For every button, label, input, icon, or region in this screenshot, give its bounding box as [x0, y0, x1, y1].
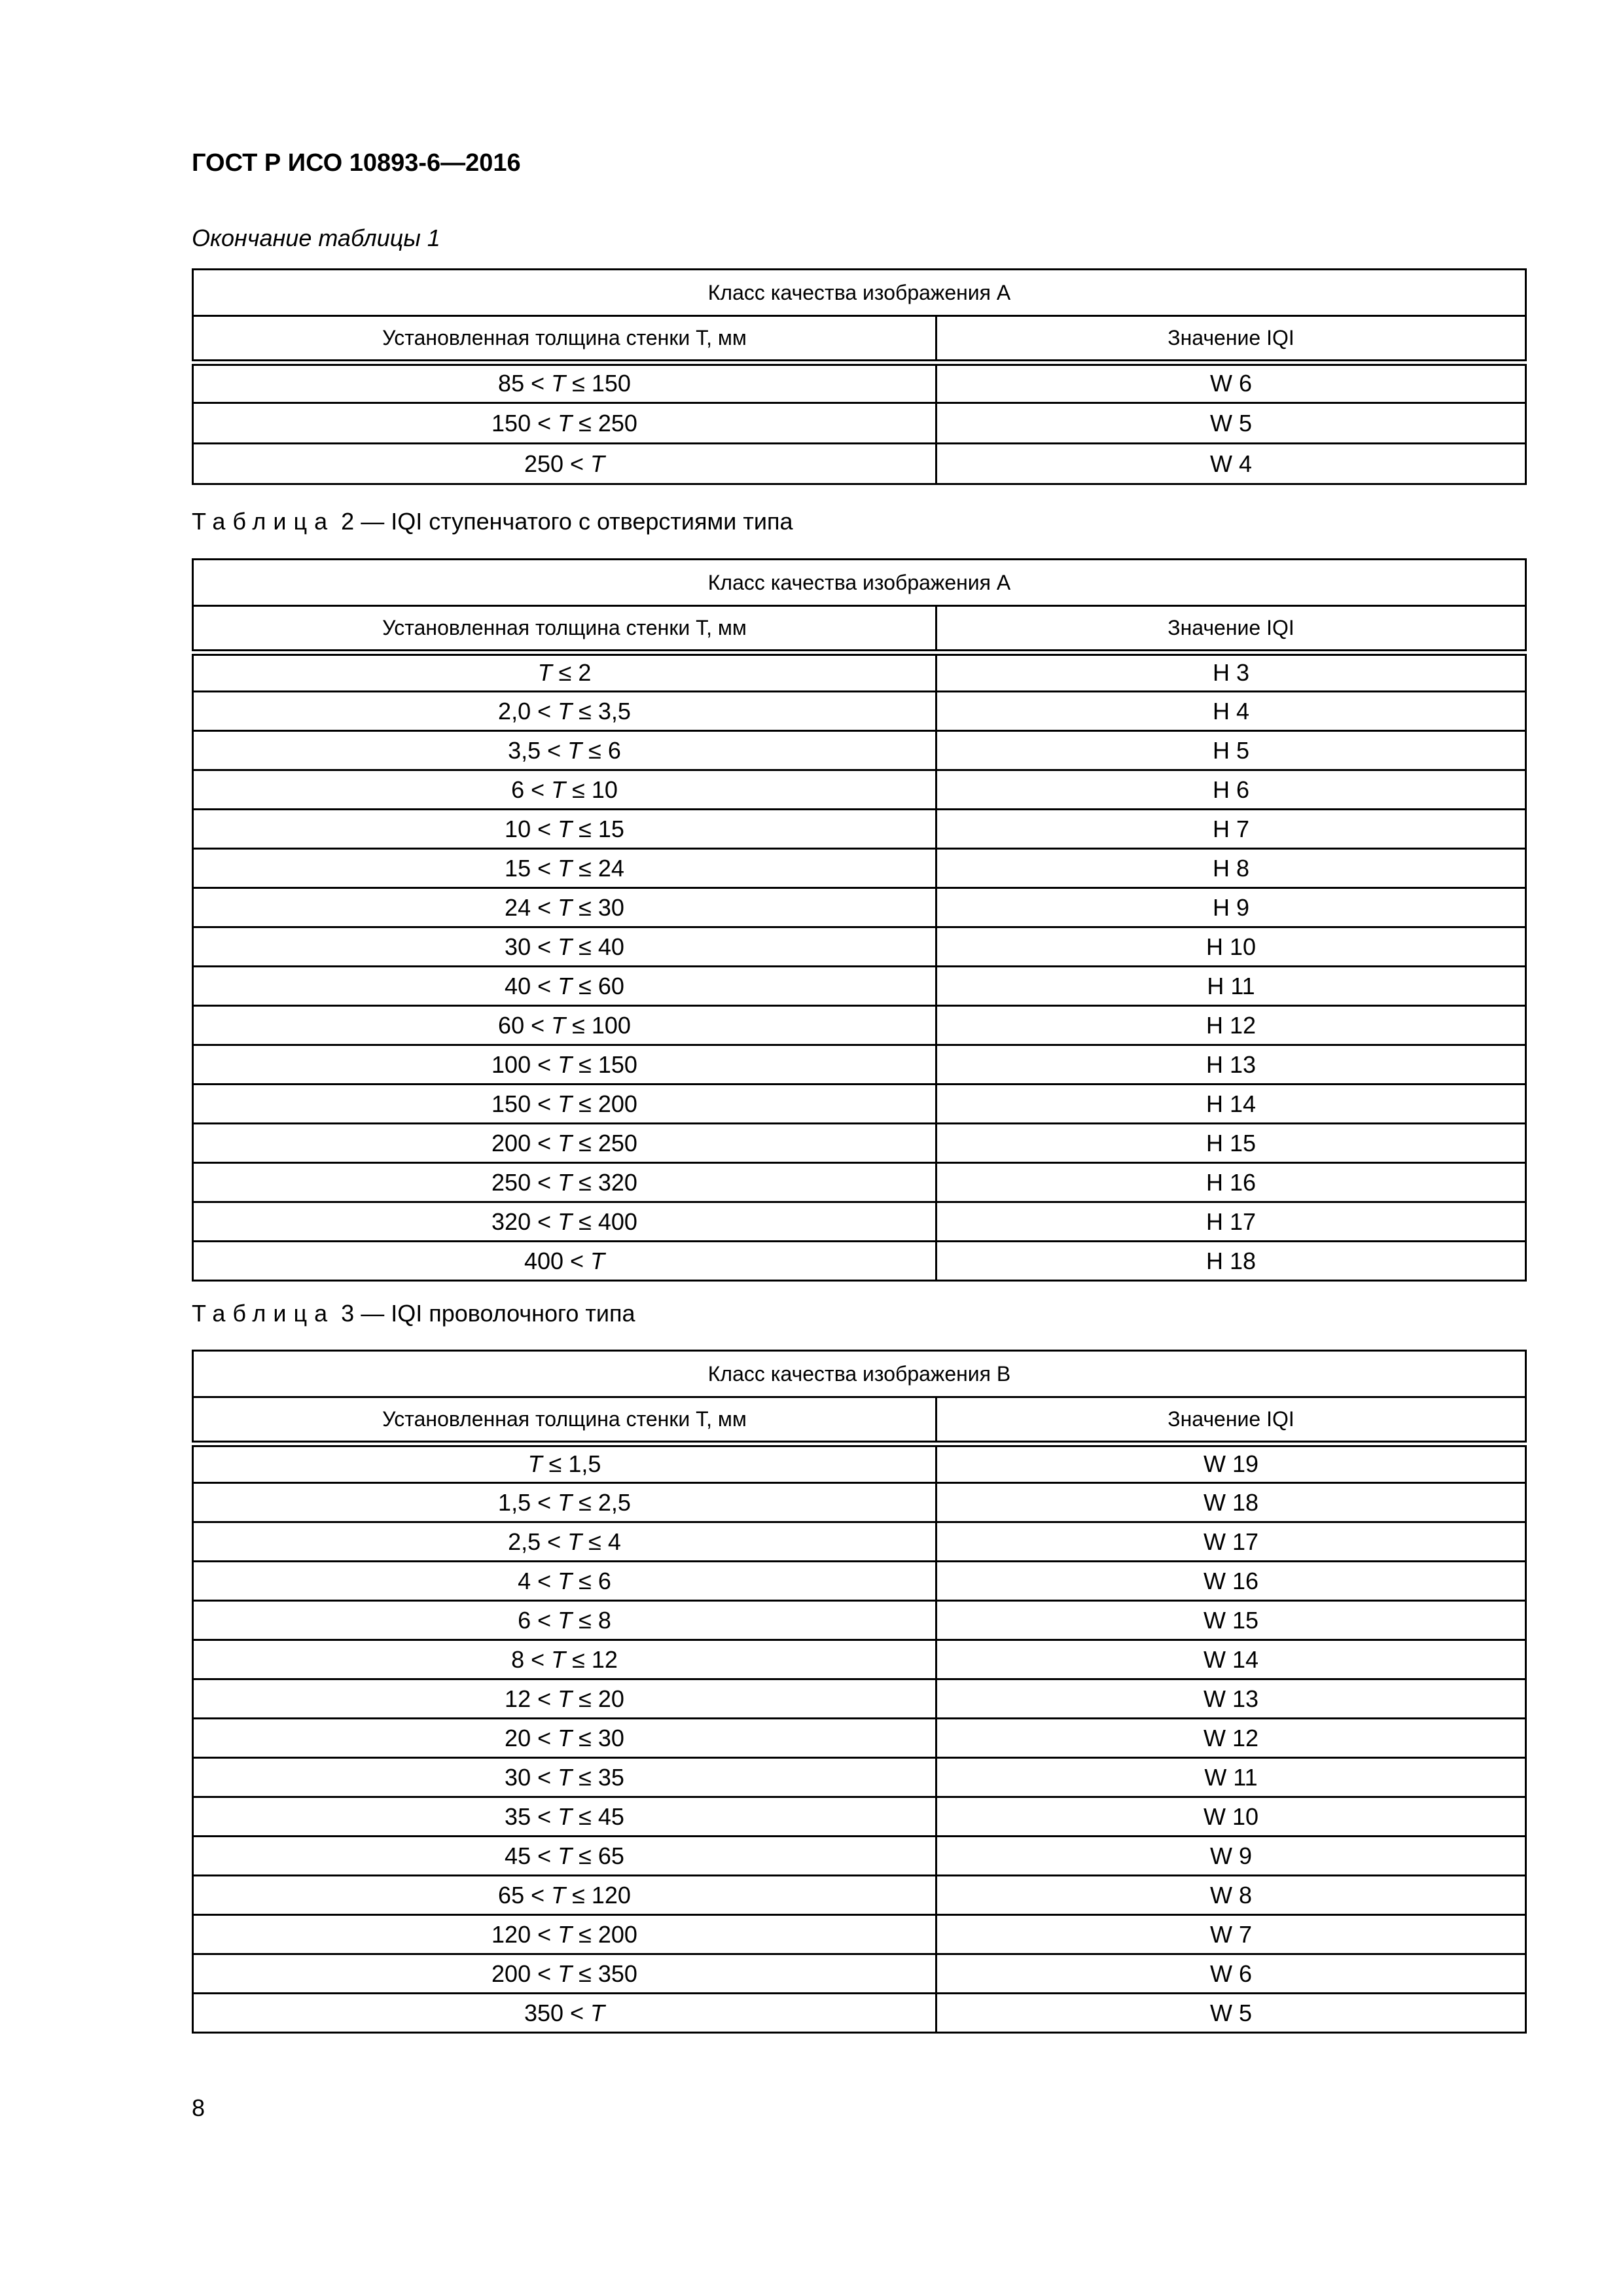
table1-col-iqi: Значение IQI	[936, 316, 1526, 363]
table3-caption-text: 3 — IQI проволочного типа	[341, 1300, 635, 1327]
table-row	[193, 1915, 1526, 1954]
table-row	[193, 1444, 1526, 1483]
table2-thickness-cell: 320 < T ≤ 400	[193, 1202, 936, 1242]
table3-caption	[192, 1300, 635, 1327]
table-row	[193, 849, 1526, 888]
table2-iqi-cell: H 18	[936, 1242, 1526, 1281]
table2-iqi-cell: H 9	[936, 888, 1526, 927]
table-row	[193, 1202, 1526, 1242]
table3-thickness-cell: 2,5 < T ≤ 4	[193, 1522, 936, 1562]
table2-iqi-cell: H 13	[936, 1045, 1526, 1085]
table3-iqi-cell: W 15	[936, 1601, 1526, 1640]
table2-thickness-cell: 150 < T ≤ 200	[193, 1085, 936, 1124]
table-row	[193, 1483, 1526, 1522]
table2-iqi-cell: H 4	[936, 692, 1526, 731]
table-row	[193, 927, 1526, 967]
table2-thickness-cell: 10 < T ≤ 15	[193, 810, 936, 849]
table3-iqi-cell: W 13	[936, 1679, 1526, 1719]
table2-caption-label: Таблица	[192, 508, 335, 535]
table2-class-title: Класс качества изображения A	[193, 560, 1526, 606]
table3-caption-label: Таблица	[192, 1300, 335, 1327]
table1-caption: Окончание таблицы 1	[192, 224, 440, 251]
table-row	[193, 1837, 1526, 1876]
table1-thickness-cell: 85 < T ≤ 150	[193, 363, 936, 403]
table-row	[193, 1876, 1526, 1915]
table2-thickness-cell: T ≤ 2	[193, 653, 936, 692]
table-row	[193, 1719, 1526, 1758]
table1-iqi-cell: W 4	[936, 444, 1526, 484]
table3-iqi-cell: W 9	[936, 1837, 1526, 1876]
table2-iqi-cell: H 7	[936, 810, 1526, 849]
table-row	[193, 1163, 1526, 1202]
table2-iqi-cell: H 5	[936, 731, 1526, 770]
table3-iqi-cell: W 12	[936, 1719, 1526, 1758]
table3-col-thickness: Установленная толщина стенки T, мм	[193, 1397, 936, 1444]
table3-thickness-cell: 6 < T ≤ 8	[193, 1601, 936, 1640]
table3-thickness-cell: 30 < T ≤ 35	[193, 1758, 936, 1797]
table-row	[193, 810, 1526, 849]
table3-thickness-cell: 12 < T ≤ 20	[193, 1679, 936, 1719]
page-number: 8	[192, 2094, 205, 2121]
table2-iqi-cell: H 10	[936, 927, 1526, 967]
table2-caption-text: 2 — IQI ступенчатого с отверстиями типа	[341, 508, 793, 535]
table-row	[193, 1994, 1526, 2033]
table3-thickness-cell: 120 < T ≤ 200	[193, 1915, 936, 1954]
table-row	[193, 770, 1526, 810]
table-row	[193, 1562, 1526, 1601]
table1-class-title: Класс качества изображения A	[193, 270, 1526, 316]
table3-thickness-cell: T ≤ 1,5	[193, 1444, 936, 1483]
table2-thickness-cell: 100 < T ≤ 150	[193, 1045, 936, 1085]
table1-iqi-cell: W 6	[936, 363, 1526, 403]
table3-thickness-cell: 200 < T ≤ 350	[193, 1954, 936, 1994]
table2-iqi-cell: H 6	[936, 770, 1526, 810]
table-row	[193, 1601, 1526, 1640]
table-row	[193, 1242, 1526, 1281]
table-row	[193, 403, 1526, 444]
table-row	[193, 692, 1526, 731]
table1-thickness-cell: 250 < T	[193, 444, 936, 484]
table3-iqi-cell: W 5	[936, 1994, 1526, 2033]
table3-iqi-cell: W 14	[936, 1640, 1526, 1679]
table-row	[193, 1797, 1526, 1837]
table-row	[193, 888, 1526, 927]
table2-thickness-cell: 400 < T	[193, 1242, 936, 1281]
table-row	[193, 363, 1526, 403]
table2-thickness-cell: 3,5 < T ≤ 6	[193, 731, 936, 770]
table3-col-iqi: Значение IQI	[936, 1397, 1526, 1444]
table2-col-iqi: Значение IQI	[936, 606, 1526, 653]
table-row	[193, 1954, 1526, 1994]
table2	[192, 558, 1527, 1282]
table2-thickness-cell: 60 < T ≤ 100	[193, 1006, 936, 1045]
table3	[192, 1350, 1527, 2034]
table2-thickness-cell: 24 < T ≤ 30	[193, 888, 936, 927]
table-row	[193, 1522, 1526, 1562]
table2-iqi-cell: H 11	[936, 967, 1526, 1006]
table3-iqi-cell: W 19	[936, 1444, 1526, 1483]
table3-thickness-cell: 65 < T ≤ 120	[193, 1876, 936, 1915]
table3-thickness-cell: 35 < T ≤ 45	[193, 1797, 936, 1837]
table-row	[193, 653, 1526, 692]
table-row	[193, 1758, 1526, 1797]
table3-iqi-cell: W 16	[936, 1562, 1526, 1601]
table2-iqi-cell: H 16	[936, 1163, 1526, 1202]
table3-iqi-cell: W 7	[936, 1915, 1526, 1954]
table2-thickness-cell: 250 < T ≤ 320	[193, 1163, 936, 1202]
table2-thickness-cell: 40 < T ≤ 60	[193, 967, 936, 1006]
table2-iqi-cell: H 3	[936, 653, 1526, 692]
table3-iqi-cell: W 8	[936, 1876, 1526, 1915]
table-row	[193, 1124, 1526, 1163]
table3-thickness-cell: 4 < T ≤ 6	[193, 1562, 936, 1601]
table3-thickness-cell: 8 < T ≤ 12	[193, 1640, 936, 1679]
table1-col-thickness: Установленная толщина стенки T, мм	[193, 316, 936, 363]
table3-thickness-cell: 350 < T	[193, 1994, 936, 2033]
table-row	[193, 731, 1526, 770]
table2-iqi-cell: H 14	[936, 1085, 1526, 1124]
table1	[192, 268, 1527, 485]
table-row	[193, 444, 1526, 484]
table3-iqi-cell: W 6	[936, 1954, 1526, 1994]
table2-iqi-cell: H 12	[936, 1006, 1526, 1045]
table3-thickness-cell: 20 < T ≤ 30	[193, 1719, 936, 1758]
table1-iqi-cell: W 5	[936, 403, 1526, 444]
table2-iqi-cell: H 8	[936, 849, 1526, 888]
table2-thickness-cell: 2,0 < T ≤ 3,5	[193, 692, 936, 731]
table2-thickness-cell: 15 < T ≤ 24	[193, 849, 936, 888]
table-row	[193, 1679, 1526, 1719]
table3-thickness-cell: 45 < T ≤ 65	[193, 1837, 936, 1876]
table2-iqi-cell: H 15	[936, 1124, 1526, 1163]
document-id: ГОСТ Р ИСО 10893-6—2016	[192, 149, 521, 177]
table2-thickness-cell: 6 < T ≤ 10	[193, 770, 936, 810]
table-row	[193, 1006, 1526, 1045]
table3-class-title: Класс качества изображения B	[193, 1351, 1526, 1397]
table-row	[193, 1640, 1526, 1679]
table2-thickness-cell: 30 < T ≤ 40	[193, 927, 936, 967]
table3-thickness-cell: 1,5 < T ≤ 2,5	[193, 1483, 936, 1522]
table3-iqi-cell: W 11	[936, 1758, 1526, 1797]
table-row	[193, 967, 1526, 1006]
table3-iqi-cell: W 10	[936, 1797, 1526, 1837]
table2-thickness-cell: 200 < T ≤ 250	[193, 1124, 936, 1163]
table2-iqi-cell: H 17	[936, 1202, 1526, 1242]
table3-iqi-cell: W 18	[936, 1483, 1526, 1522]
table-row	[193, 1045, 1526, 1085]
table3-iqi-cell: W 17	[936, 1522, 1526, 1562]
table1-thickness-cell: 150 < T ≤ 250	[193, 403, 936, 444]
table2-col-thickness: Установленная толщина стенки T, мм	[193, 606, 936, 653]
table2-caption	[192, 508, 793, 535]
table-row	[193, 1085, 1526, 1124]
